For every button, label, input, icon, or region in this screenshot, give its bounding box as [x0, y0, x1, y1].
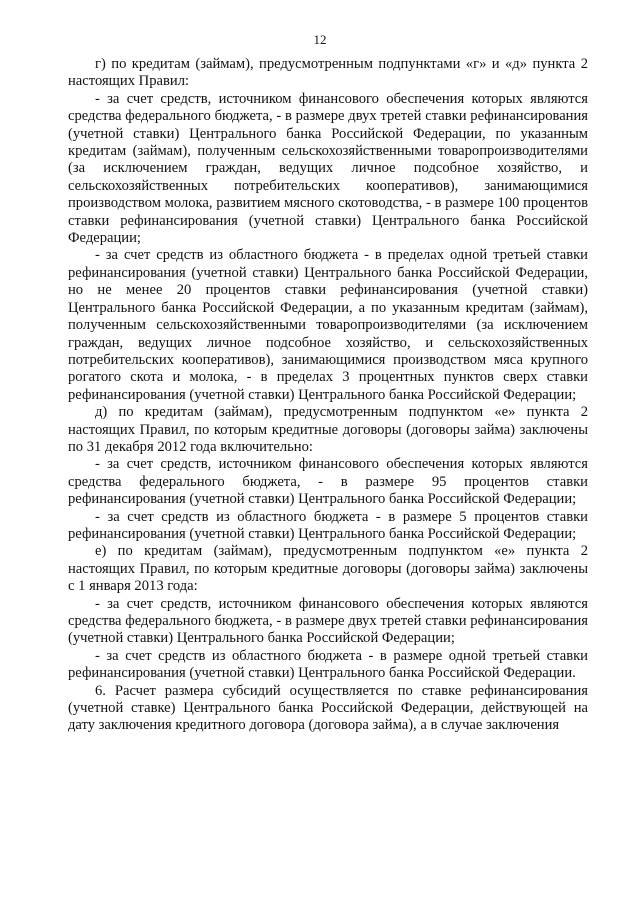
document-body — [68, 56, 588, 735]
paragraph-e-regional-budget: - за счет средств из областного бюджета - в размере одной третьей ставки рефинансирования (учетной ставки) Центрального банка Российской Федерации. — [68, 647, 588, 682]
paragraph-subitem-g: г) по кредитам (займам), предусмотренным подпунктами «г» и «д» пункта 2 настоящих Правил: — [68, 56, 588, 90]
paragraph-g-regional-budget: - за счет средств из областного бюджета - в пределах одной третьей ставки рефинансирования (учетной ставки) Центрального банка Российской Федерации, но не менее 20 процентов ставки рефинансирования (учетной ставки) Центрального банка Российской Федерации, а по указанным кредитам (займам), полученным сельскохозяйственными товаропроизводителями (за исключением граждан, ведущих личное подсобное хозяйство, и сельскохозяйственных потребительских кооперативов), занимающимися производством мяса крупного рогатого скота и молока, - в пределах 3 процентных пунктов сверх ставки рефинансирования (учетной ставки) Центрального банка Российской Федерации; — [68, 247, 588, 403]
paragraph-d-regional-budget: - за счет средств из областного бюджета - в размере 5 процентов ставки рефинансирования (учетной ставки) Центрального банка Российской Федерации; — [68, 508, 588, 542]
paragraph-d-federal-budget: - за счет средств, источником финансового обеспечения которых являются средства федерального бюджета, - в размере 95 процентов ставки рефинансирования (учетной ставки) Центрального банка Российской Федерации; — [68, 456, 588, 508]
paragraph-item-6: 6. Расчет размера субсидий осуществляется по ставке рефинансирования (учетной ставке) Центрального банка Российской Федерации, действующей на дату заключения кредитного договора (договора займа), а в случае заключения — [68, 682, 588, 734]
paragraph-subitem-d: д) по кредитам (займам), предусмотренным подпунктом «е» пункта 2 настоящих Правил, по которым кредитные договоры (договоры займа) заключены по 31 декабря 2012 года включительно: — [68, 404, 588, 455]
paragraph-g-federal-budget: - за счет средств, источником финансового обеспечения которых являются средства федерального бюджета, - в размере двух третей ставки рефинансирования (учетной ставки) Центрального банка Российской Федерации, по указанным кредитам (займам), полученным сельскохозяйственными товаропроизводителями (за исключением граждан, ведущих личное подсобное хозяйство, и сельскохозяйственных потребительских кооперативов), занимающимися производством молока, развитием мясного скотоводства, - в размере 100 процентов ставки рефинансирования (учетной ставки) Центрального банка Российской Федерации; — [68, 90, 588, 247]
paragraph-subitem-e: е) по кредитам (займам), предусмотренным подпунктом «е» пункта 2 настоящих Правил, по которым кредитные договоры (договоры займа) заключены с 1 января 2013 года: — [68, 543, 588, 595]
page-number: 12 — [313, 32, 327, 47]
paragraph-e-federal-budget: - за счет средств, источником финансового обеспечения которых являются средства федерального бюджета, - в размере двух третей ставки рефинансирования (учетной ставки) Центрального банка Российской Федерации; — [68, 595, 588, 647]
